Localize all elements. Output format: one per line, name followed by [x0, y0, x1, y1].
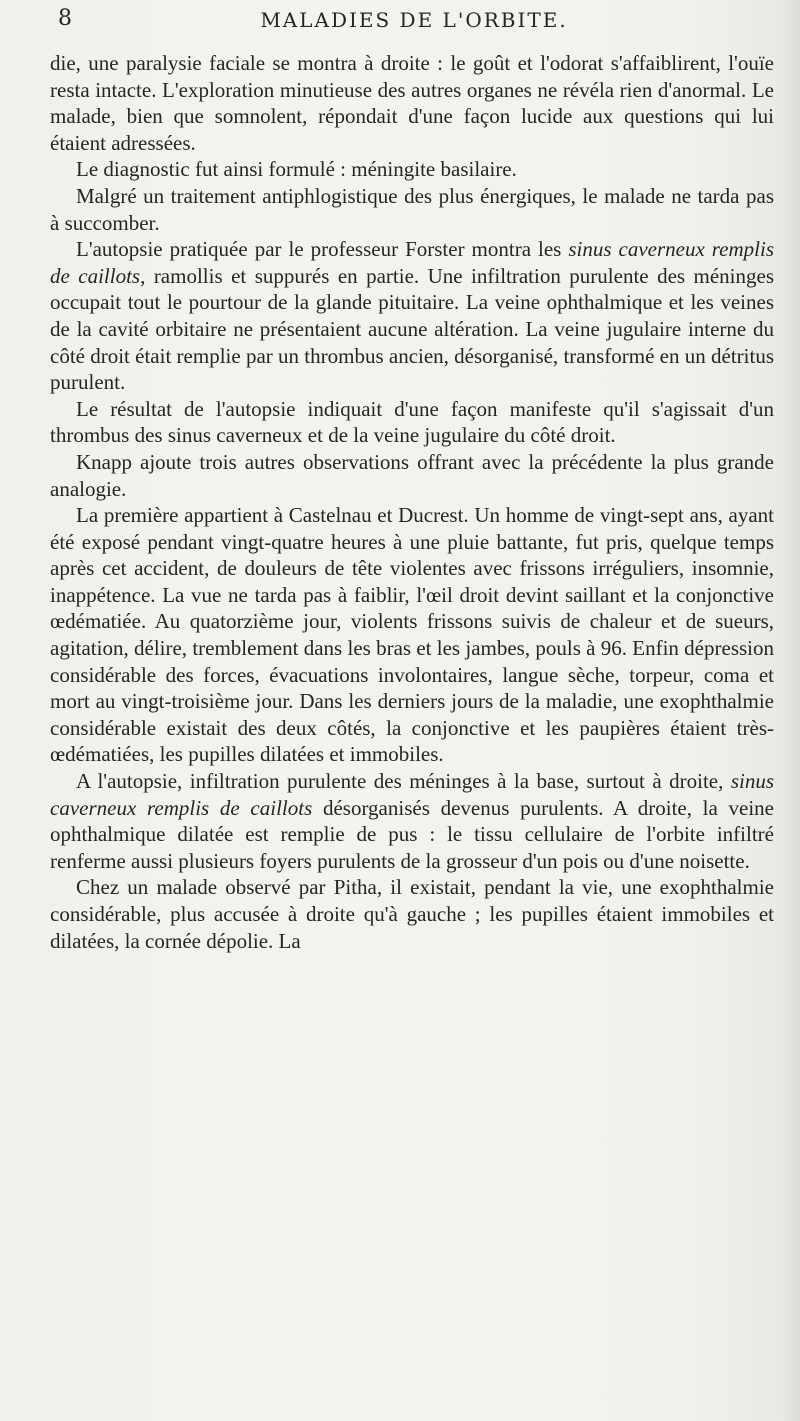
italic-term: sinus caverneux remplis de caillots [50, 237, 774, 288]
page-header [58, 6, 770, 42]
paragraph [50, 449, 774, 502]
page-edge-shadow [782, 0, 800, 1421]
paragraph [50, 396, 774, 449]
text-run: Malgré un traitement antiphlogistique des plus énergiques, le malade ne tarda pas à succomber. [50, 183, 774, 235]
paragraph [50, 502, 774, 768]
text-run: , ramollis et suppurés en partie. Une infiltration purulente des méninges occupait tout le pourtour de la glande pituitaire. La veine ophthalmique et les veines de la cavité orbitaire ne présentaient aucune altération. La veine jugulaire interne du côté droit était remplie par un thrombus ancien, désorganisé, transformé en un détritus purulent. [50, 263, 774, 395]
text-run: Chez un malade observé par Pitha, il existait, pendant la vie, une exophthalmie considérable, plus accusée à droite qu'à gauche ; les pupilles étaient immobiles et dilatées, la cornée dépolie. La [50, 875, 774, 953]
body-text [50, 50, 774, 954]
paragraph [50, 50, 774, 156]
text-run: die, une paralysie faciale se montra à droite : le goût et l'odorat s'affaiblirent, l'ouïe resta intacte. L'exploration minutieuse des autres organes ne révéla rien d'anormal. Le malade, bien que somnolent, répondait d'une façon lucide aux questions qui lui étaient adressées. [50, 51, 774, 155]
text-run: A l'autopsie, infiltration purulente des méninges à la base, surtout à droite, [76, 769, 731, 794]
paragraph [50, 236, 774, 396]
page-number: 8 [58, 6, 72, 31]
paragraph [50, 156, 774, 183]
text-run: désorganisés devenus purulents. A droite, la veine ophthalmique dilatée est remplie de pus : le tissu cellulaire de l'orbite infiltré renferme aussi plusieurs foyers purulents de la grosseur d'un pois ou d'une noisette. [50, 795, 774, 873]
text-run: Knapp ajoute trois autres observations offrant avec la précédente la plus grande analogie. [50, 449, 774, 501]
italic-term: sinus caverneux remplis de caillots [50, 769, 774, 820]
paragraph [50, 183, 774, 236]
running-title: MALADIES DE L'ORBITE. [260, 8, 568, 32]
text-run: Le résultat de l'autopsie indiquait d'une façon manifeste qu'il s'agissait d'un thrombus des sinus caverneux et de la veine jugulaire du côté droit. [50, 396, 774, 448]
text-run: L'autopsie pratiquée par le professeur Forster montra les [76, 237, 569, 262]
paragraph [50, 768, 774, 874]
text-run: La première appartient à Castelnau et Ducrest. Un homme de vingt-sept ans, ayant été exposé pendant vingt-quatre heures à une pluie battante, fut pris, quelque temps après cet accident, de douleurs de tête violentes avec frissons irréguliers, insomnie, inappétence. La vue ne tarda pas à faiblir, l'œil droit devint saillant et la conjonctive œdématiée. Au quatorzième jour, violents frissons suivis de chaleur et de sueurs, agitation, délire, tremblement dans les bras et les jambes, pouls à 96. Enfin dépression considérable des forces, évacuations involontaires, langue sèche, torpeur, coma et mort au vingt-troisième jour. Dans les derniers jours de la maladie, une exophthalmie considérable existait des deux côtés, la conjonctive et les paupières étaient très-œdématiées, les pupilles dilatées et immobiles. [50, 503, 774, 767]
paragraph [50, 874, 774, 954]
text-run: Le diagnostic fut ainsi formulé : méningite basilaire. [76, 157, 517, 182]
